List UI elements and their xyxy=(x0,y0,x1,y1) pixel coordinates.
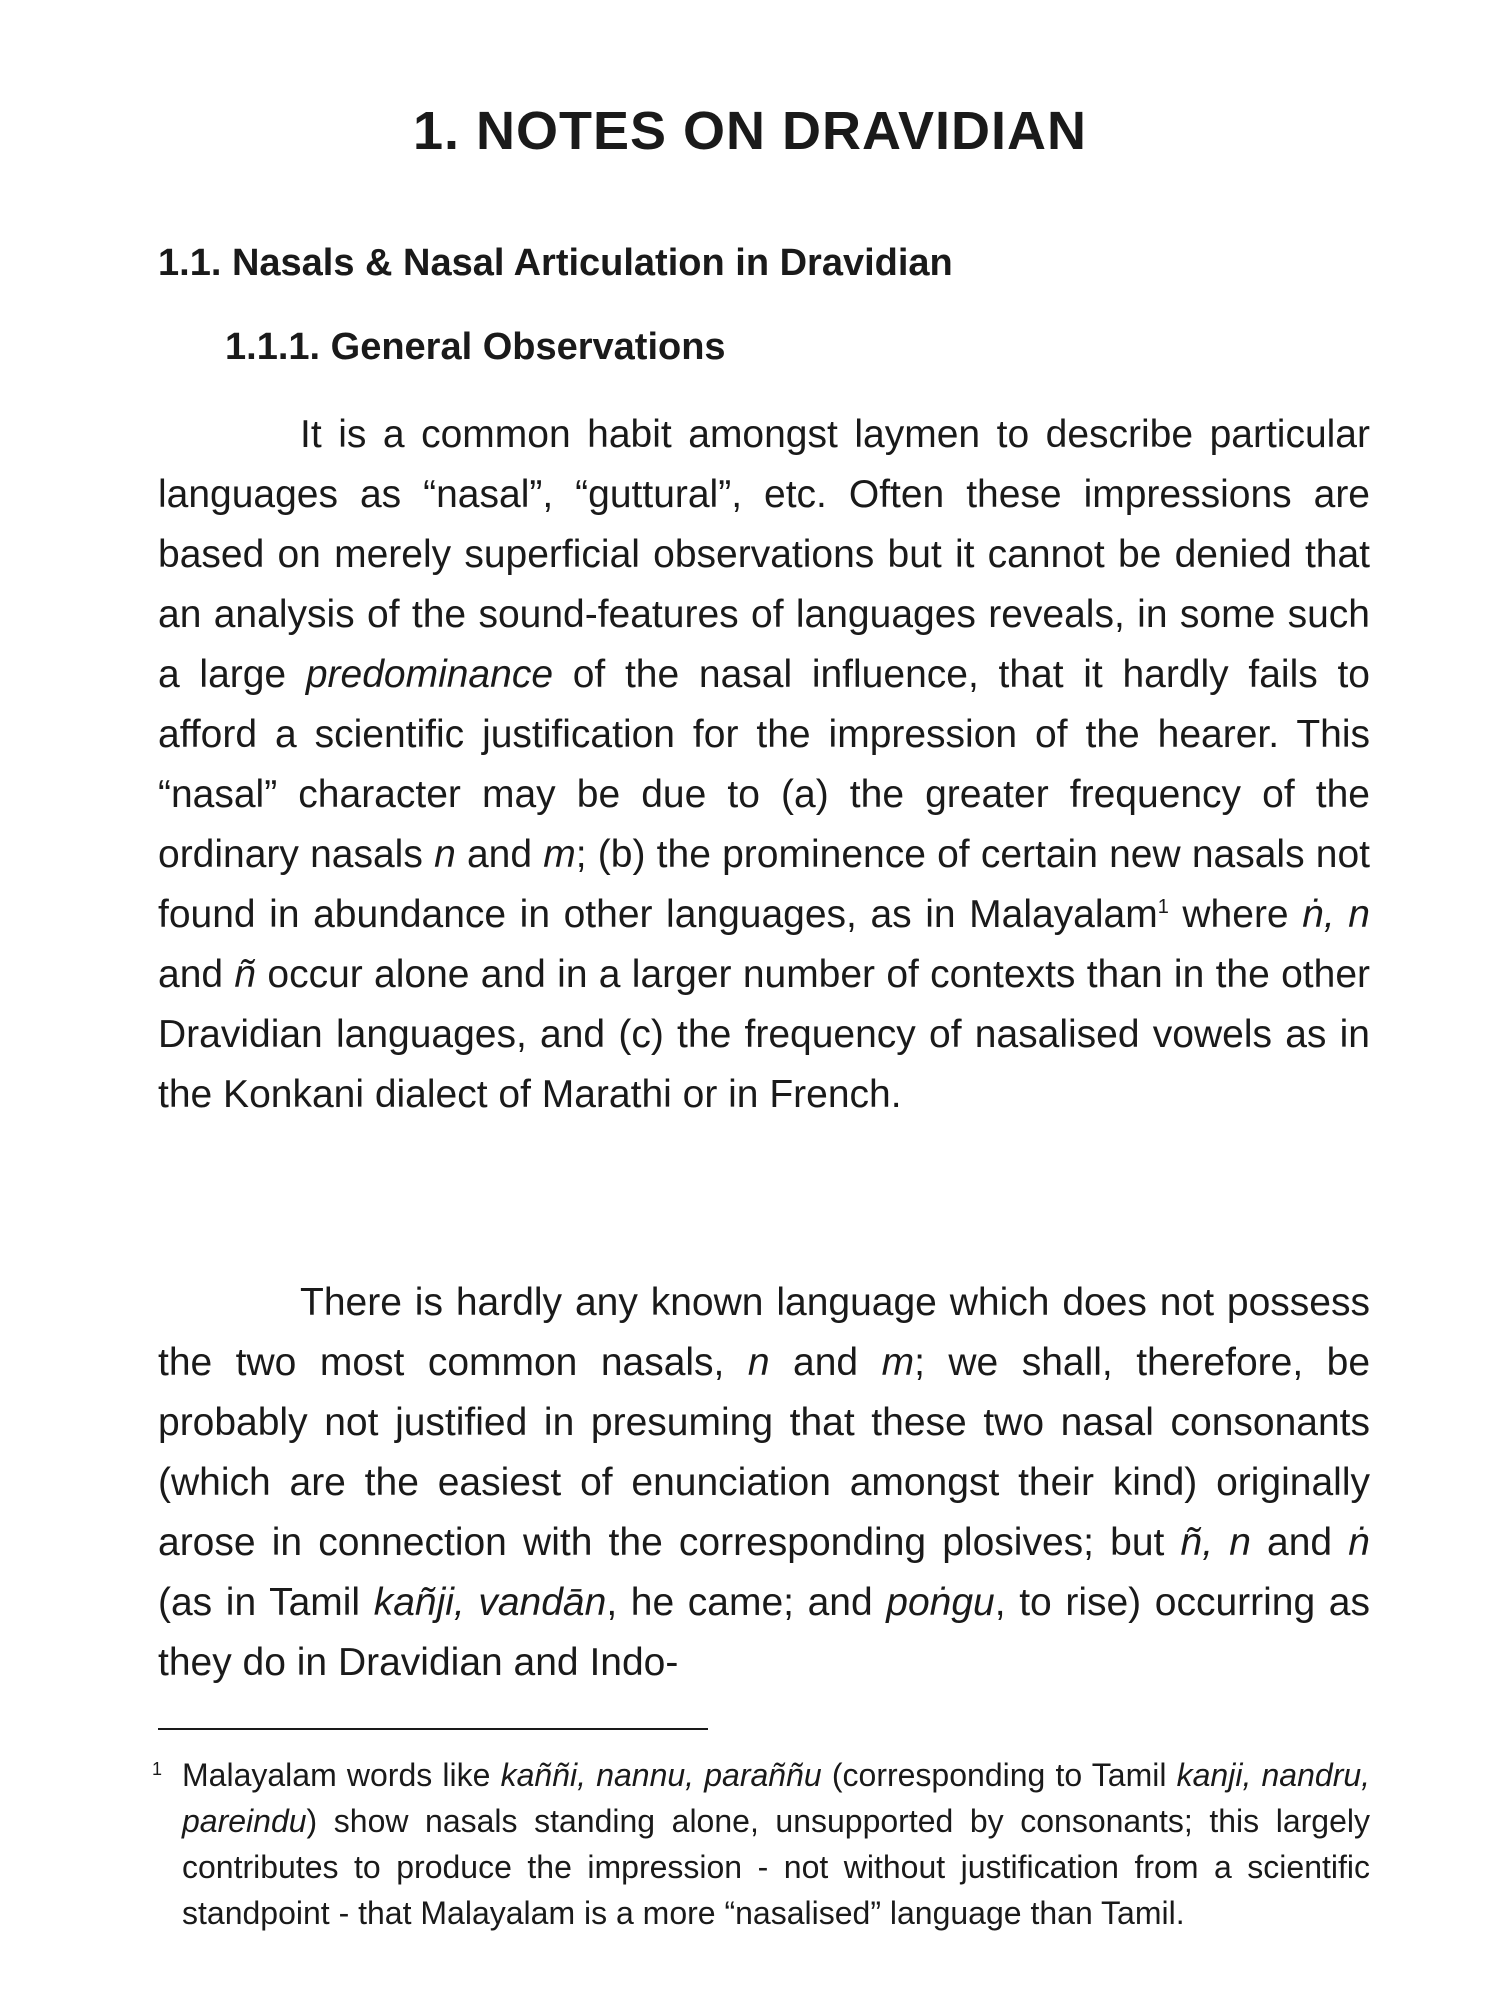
subsection-heading: 1.1.1. General Observations xyxy=(225,326,726,368)
footnote-marker: 1 xyxy=(152,1759,163,1779)
footnote-reference: 1 xyxy=(1157,896,1169,918)
chapter-title: 1. NOTES ON DRAVIDIAN xyxy=(412,101,1088,161)
paragraph-2: There is hardly any known language which does not possess the two most common nasals, n and m; we shall, therefore, be probably not justified in presuming that these two nasal consonants (which are the easiest of enunciation amongst their kind) originally arose in connection with the corresponding plosives; but ñ, n and ṅ (as in Tamil kañji, vandān, he came; and poṅgu, to rise) occurring as they do in Dravidian and Indo- xyxy=(158,1281,1371,1684)
footnote: 1 Malayalam words like kaññi, nannu, paraññu (corresponding to Tamil kanji, nandru, pareindu) show nasals standing alone, unsupported by consonants; this largely contributes to produce the impression - not without justification from a scientific standpoint - that Malayalam is a more “nasalised” language than Tamil. xyxy=(182,1752,1370,1936)
paragraph-1: It is a common habit amongst laymen to describe particular languages as “nasal”, “guttural”, etc. Often these impressions are based on merely superficial observations but it cannot be denied that an analysis of the sound-features of languages reveals, in some such a large predominance of the nasal influence, that it hardly fails to afford a scientific justification for the impression of the hearer. This “nasal” character may be due to (a) the greater frequency of the ordinary nasals n and m; (b) the prominence of certain new nasals not found in abundance in other languages, as in Malayalam$^1$ where ṅ, n and ñ occur alone and in a larger number of contexts than in the other Dravidian languages, and (c) the frequency of nasalised vowels as in the Konkani dialect of Marathi or in French. xyxy=(158,413,1371,1116)
footnote-divider xyxy=(158,1728,708,1730)
section-heading: 1.1. Nasals & Nasal Articulation in Dravidian xyxy=(158,242,953,284)
